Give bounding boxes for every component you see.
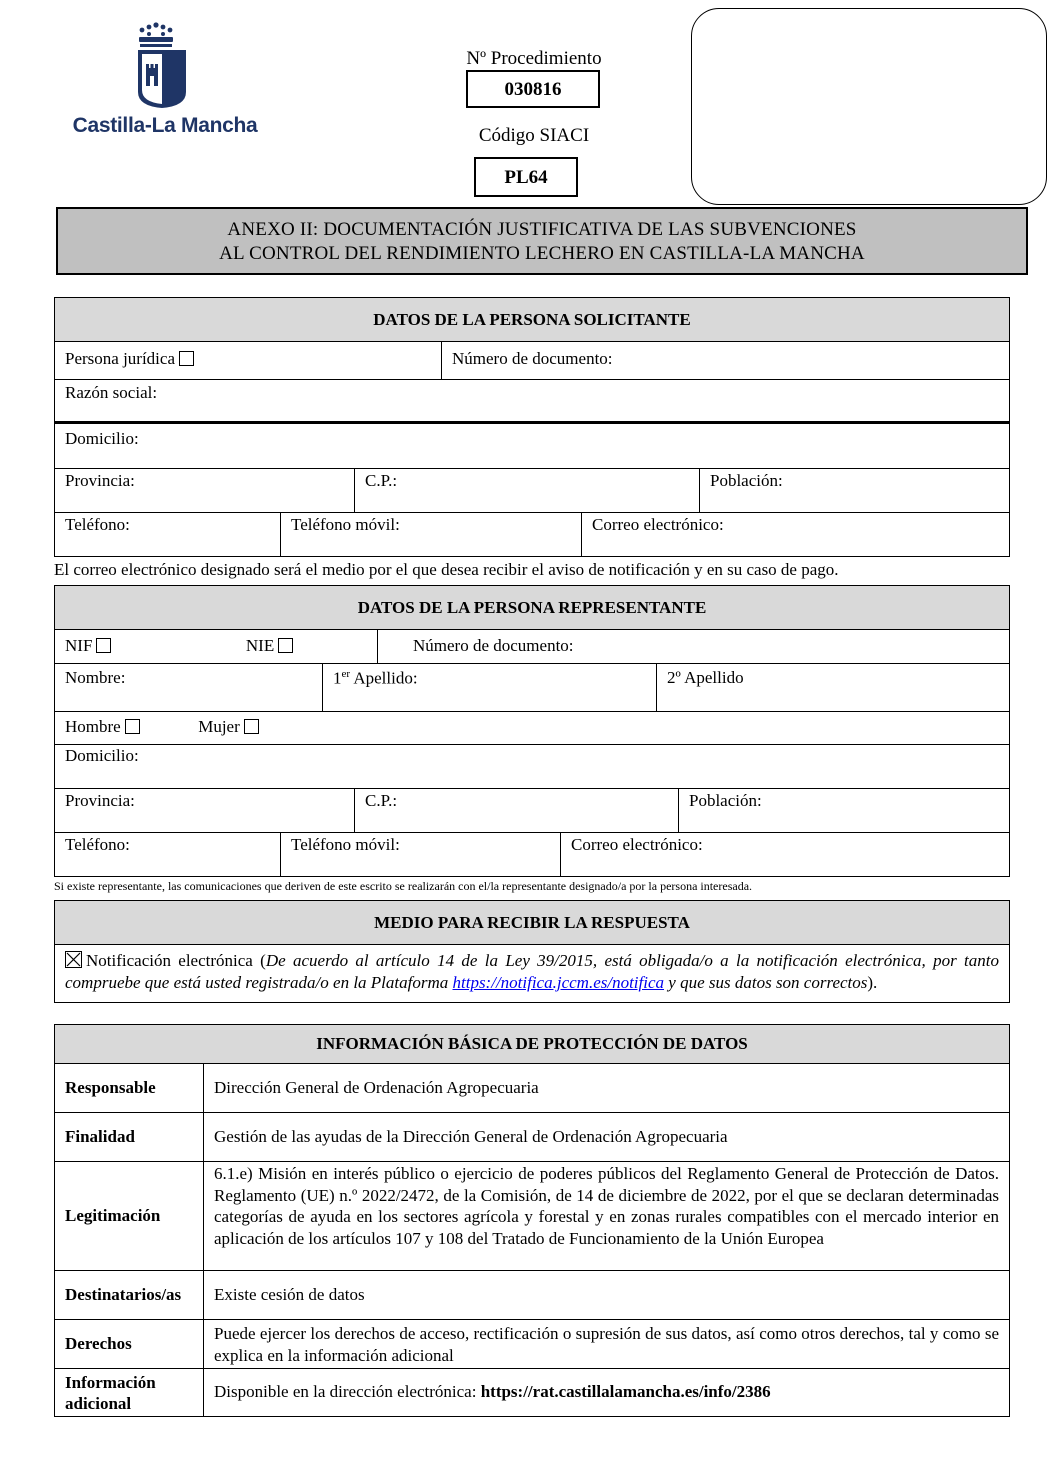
sol-telefono-field[interactable]: Teléfono: [65, 515, 130, 534]
persona-juridica-cell [55, 342, 441, 379]
rep-provincia-row [55, 788, 1009, 832]
sol-domicilio-label[interactable]: Domicilio: [65, 429, 139, 448]
sol-numero-documento-field[interactable]: Número de documento: [441, 342, 1009, 379]
info-adicional-value [203, 1369, 1009, 1416]
logo-wordmark: Castilla-La Mancha [72, 114, 258, 137]
title-line-2: AL CONTROL DEL RENDIMIENTO LECHERO EN CASTILLA-LA MANCHA [219, 243, 865, 264]
persona-juridica-checkbox[interactable] [179, 351, 194, 366]
sol-domicilio-field [55, 424, 1009, 468]
sol-provincia-field[interactable]: Provincia: [65, 471, 135, 490]
rep-row-1 [55, 629, 1009, 663]
solicitante-heading: DATOS DE LA PERSONA SOLICITANTE [55, 298, 1009, 341]
medio-heading: MEDIO PARA RECIBIR LA RESPUESTA [55, 901, 1009, 944]
hombre-label: Hombre [65, 717, 121, 736]
representante-note: Si existe representante, las comunicaciones que deriven de este escrito se realizarán con el/la representante designado/a por la persona interesada. [54, 879, 753, 893]
solicitante-row-1 [55, 341, 1009, 379]
nie-checkbox[interactable] [278, 638, 293, 653]
rep-telefono-field[interactable]: Teléfono: [65, 835, 130, 854]
rat-url-link[interactable]: https://rat.castillalamancha.es/info/2386 [480, 1382, 771, 1401]
rep-provincia-field[interactable]: Provincia: [65, 791, 135, 810]
notificacion-label: Notificación electrónica ( [86, 951, 266, 970]
rep-nombre-field[interactable]: Nombre: [65, 668, 126, 687]
solicitante-note: El correo electrónico designado será el medio por el que desea recibir el aviso de notificación y en su caso de pago. [54, 560, 839, 579]
coat-of-arms-icon [70, 20, 260, 112]
responsable-label: Responsable [65, 1078, 156, 1097]
razon-social-field [55, 379, 1009, 424]
rep-poblacion-field[interactable]: Población: [678, 789, 1009, 832]
notificacion-electronica-text [55, 945, 1009, 1002]
rep-telefono-row [55, 832, 1009, 876]
apellido1-superscript: er [341, 668, 351, 680]
rep-tipo-documento-cell [55, 630, 377, 663]
representante-heading: DATOS DE LA PERSONA REPRESENTANTE [55, 586, 1009, 629]
mujer-label: Mujer [198, 717, 240, 736]
rep-sexo-cell [55, 712, 1009, 744]
procedimiento-label: Nº Procedimiento [466, 48, 602, 69]
rep-nombre-row [55, 663, 1009, 711]
notificacion-legal-end: y que sus datos son correctos [664, 973, 868, 992]
sol-telefono-movil-field[interactable]: Teléfono móvil: [280, 513, 581, 556]
proteccion-row-finalidad [55, 1112, 1009, 1161]
sol-correo-field[interactable]: Correo electrónico: [581, 513, 1009, 556]
razon-social-label[interactable]: Razón social: [65, 383, 158, 402]
mujer-checkbox[interactable] [244, 719, 259, 734]
proteccion-table [54, 1024, 1010, 1417]
sol-poblacion-field[interactable]: Población: [699, 469, 1009, 512]
sol-cp-field[interactable]: C.P.: [354, 469, 699, 512]
legitimacion-label: Legitimación [65, 1206, 161, 1225]
proteccion-heading: INFORMACIÓN BÁSICA DE PROTECCIÓN DE DATOS [55, 1025, 1009, 1063]
finalidad-label: Finalidad [65, 1127, 135, 1146]
notificacion-checked-icon[interactable] [65, 951, 82, 968]
legitimacion-value: 6.1.e) Misión en interés público o ejercicio de poderes públicos del Reglamento General de Protección de Datos. Reglamento (UE) n.º 2022/2472, de la Comisión, de 14 de diciembre de 2022, por el que se declaran determinadas categorías de ayuda en los sectores agrícola y forestal y en zonas rurales compatibles con el mercado interior en aplicación de los artículos 107 y 108 del Tratado de Funcionamiento de la Unión Europea [203, 1162, 1009, 1270]
siaci-label: Código SIACI [478, 125, 590, 146]
nie-label: NIE [245, 636, 275, 655]
destinatarios-value: Existe cesión de datos [203, 1271, 1009, 1319]
proteccion-row-derechos [55, 1319, 1009, 1368]
apellido1-label: Apellido: [350, 668, 418, 688]
registry-stamp-box [691, 8, 1047, 205]
notifica-link[interactable]: https://notifica.jccm.es/notifica [452, 973, 665, 992]
proteccion-row-info-adicional [55, 1368, 1009, 1416]
rep-sexo-row [55, 711, 1009, 744]
procedimiento-value: 030816 [466, 70, 600, 108]
info-adicional-prefix: Disponible en la dirección electrónica: [214, 1382, 481, 1401]
solicitante-table [54, 297, 1010, 557]
proteccion-row-destinatarios [55, 1270, 1009, 1319]
info-adicional-label: Información adicional [65, 1373, 156, 1413]
rep-telefono-movil-field[interactable]: Teléfono móvil: [280, 833, 560, 876]
rep-cp-field[interactable]: C.P.: [354, 789, 678, 832]
hombre-checkbox[interactable] [125, 719, 140, 734]
rep-correo-field[interactable]: Correo electrónico: [560, 833, 1009, 876]
rep-apellido2-field[interactable]: 2º Apellido [656, 664, 1009, 711]
rep-numero-documento-field[interactable]: Número de documento: [377, 630, 1009, 663]
persona-juridica-label: Persona jurídica [65, 349, 175, 368]
destinatarios-label: Destinatarios/as [65, 1285, 182, 1304]
derechos-label: Derechos [65, 1334, 132, 1353]
notificacion-legal-text: De acuerdo al artículo 14 de la Ley 39/2015, está obligada/o a la notificación electrónica, por tanto compruebe que está usted registrada/o en la Plataforma [65, 951, 999, 992]
page-title [56, 207, 1028, 275]
proteccion-row-responsable [55, 1063, 1009, 1112]
representante-table [54, 585, 1010, 877]
castilla-la-mancha-logo [70, 20, 260, 140]
sol-provincia-row [55, 468, 1009, 512]
rep-domicilio-row [55, 744, 1009, 788]
medio-table [54, 900, 1010, 1003]
finalidad-value: Gestión de las ayudas de la Dirección General de Ordenación Agropecuaria [203, 1113, 1009, 1161]
apellido1-number: 1 [333, 668, 342, 688]
proteccion-row-legitimacion [55, 1161, 1009, 1270]
responsable-value: Dirección General de Ordenación Agropecuaria [203, 1064, 1009, 1112]
derechos-value: Puede ejercer los derechos de acceso, rectificación o supresión de sus datos, así como otros derechos, tal y como se explica en la información adicional [203, 1320, 1009, 1368]
sol-telefono-row [55, 512, 1009, 556]
rep-apellido1-field[interactable] [322, 664, 656, 711]
notificacion-close: ). [867, 973, 878, 992]
rep-domicilio-field[interactable]: Domicilio: [65, 746, 139, 765]
nif-label: NIF [65, 636, 93, 655]
title-line-1: ANEXO II: DOCUMENTACIÓN JUSTIFICATIVA DE LAS SUBVENCIONES [227, 219, 857, 240]
medio-row [55, 944, 1009, 1002]
nif-checkbox[interactable] [96, 638, 111, 653]
siaci-value: PL64 [474, 157, 578, 197]
